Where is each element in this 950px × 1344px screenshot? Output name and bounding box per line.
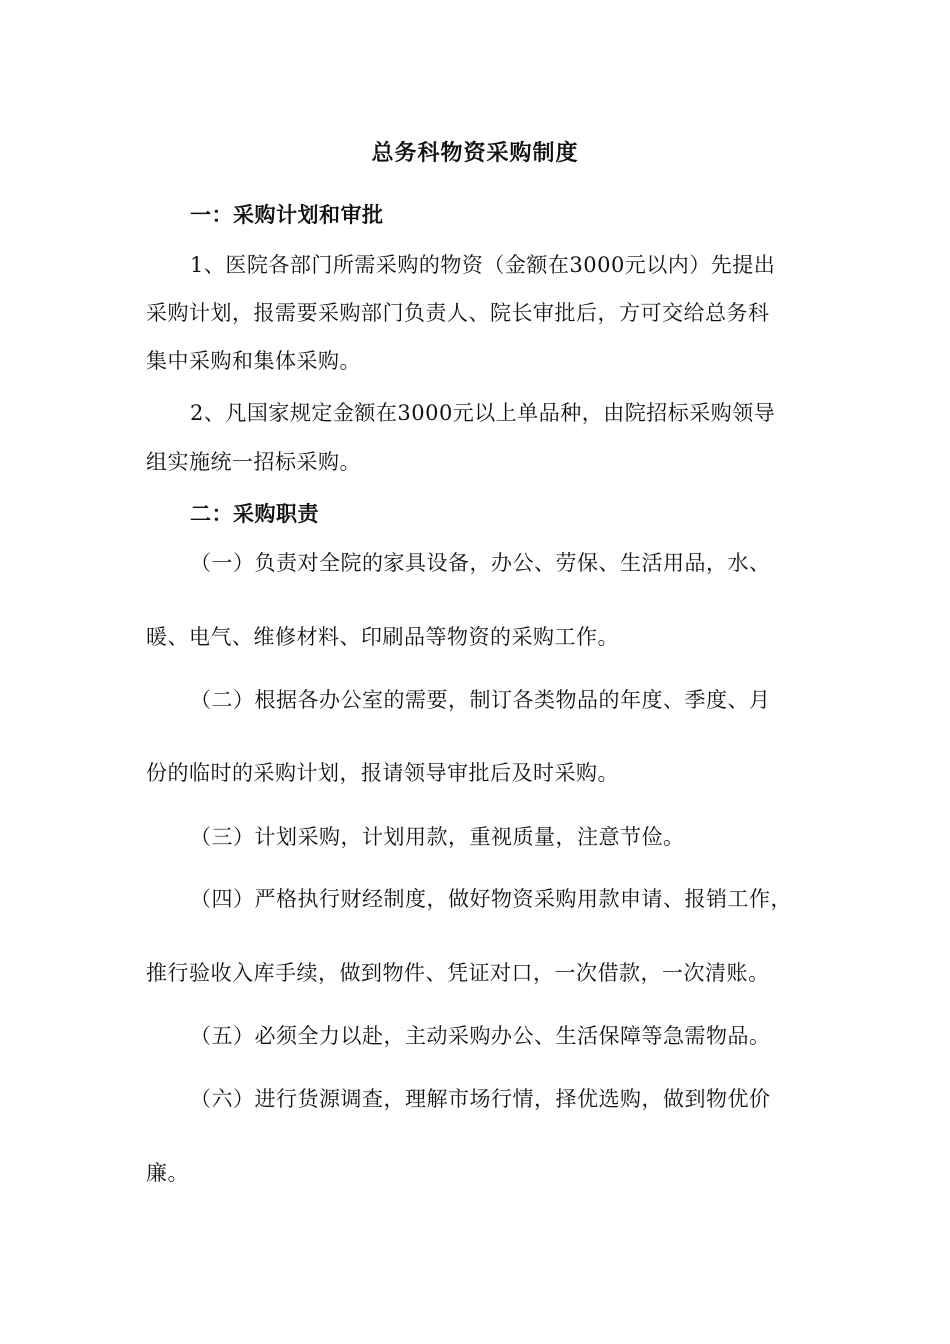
list-item-line: （三）计划采购，计划用款，重视质量，注意节俭。: [190, 825, 685, 849]
section-heading-duties: 二：采购职责: [190, 501, 319, 526]
list-item-line: 廉。: [146, 1161, 189, 1185]
list-item-line: （一）负责对全院的家具设备，办公、劳保、生活用品，水、: [190, 551, 771, 575]
paragraph-line: 2、凡国家规定金额在3000元以上单品种，由院招标采购领导: [190, 401, 776, 425]
paragraph-line: 采购计划，报需要采购部门负责人、院长审批后，方可交给总务科: [146, 301, 770, 325]
document-title: 总务科物资采购制度: [371, 140, 579, 166]
list-item-line: （四）严格执行财经制度，做好物资采购用款申请、报销工作，: [190, 887, 792, 911]
section-heading-planning: 一：采购计划和审批: [190, 202, 384, 227]
list-item-line: （六）进行货源调查，理解市场行情，择优选购，做到物优价: [190, 1087, 771, 1111]
paragraph-line: 集中采购和集体采购。: [146, 349, 361, 373]
list-item-line: 推行验收入库手续，做到物件、凭证对口，一次借款，一次清账。: [146, 961, 770, 985]
list-item-line: （二）根据各办公室的需要，制订各类物品的年度、季度、月: [190, 688, 771, 712]
list-item-line: 份的临时的采购计划，报请领导审批后及时采购。: [146, 761, 619, 785]
paragraph-line: 1、医院各部门所需采购的物资（金额在3000元以内）先提出: [190, 253, 776, 277]
list-item-line: （五）必须全力以赴，主动采购办公、生活保障等急需物品。: [190, 1024, 771, 1048]
paragraph-line: 组实施统一招标采购。: [146, 450, 361, 474]
list-item-line: 暖、电气、维修材料、印刷品等物资的采购工作。: [146, 625, 619, 649]
